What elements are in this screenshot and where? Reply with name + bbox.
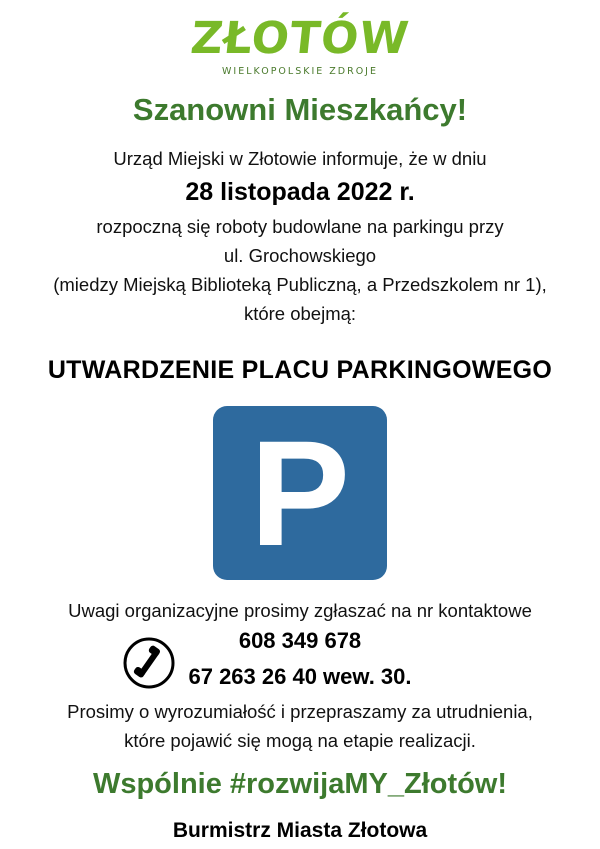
body-line: ul. Grochowskiego: [223, 245, 377, 266]
logo-tagline: WIELKOPOLSKIE ZDROJE: [222, 66, 378, 77]
town-logo: [0, 14, 600, 84]
phone-number-2: 67 263 26 40 wew. 30.: [188, 664, 412, 689]
phone-icon: [122, 636, 176, 690]
slogan: Wspólnie #rozwijaMY_Złotów!: [92, 768, 508, 800]
logo-wordmark: [188, 14, 411, 64]
apology-line: Prosimy o wyrozumiałość i przepraszamy za utrudnienia,: [67, 701, 533, 722]
apology-line: które pojawić się mogą na etapie realizacji.: [124, 730, 476, 751]
works-heading: UTWARDZENIE PLACU PARKINGOWEGO: [47, 356, 553, 384]
intro-line: Urząd Miejski w Złotowie informuje, że w dniu: [113, 148, 487, 169]
body-line: (miedzy Miejską Biblioteką Publiczną, a Przedszkolem nr 1),: [53, 274, 547, 295]
greeting-title: Szanowni Mieszkańcy!: [132, 92, 468, 127]
contact-text: Uwagi organizacyjne prosimy zgłaszać na nr kontaktowe: [68, 600, 532, 621]
phone-number-1: 608 349 678: [238, 628, 362, 653]
start-date: 28 listopada 2022 r.: [185, 178, 415, 206]
body-line: rozpoczną się roboty budowlane na parkingu przy: [96, 216, 504, 237]
signature: Burmistrz Miasta Złotowa: [172, 819, 428, 842]
body-line: które obejmą:: [243, 303, 357, 324]
parking-sign-letter: P: [249, 409, 351, 577]
parking-sign-icon: [213, 406, 387, 580]
logo-name: ZŁOTÓW: [188, 13, 412, 64]
